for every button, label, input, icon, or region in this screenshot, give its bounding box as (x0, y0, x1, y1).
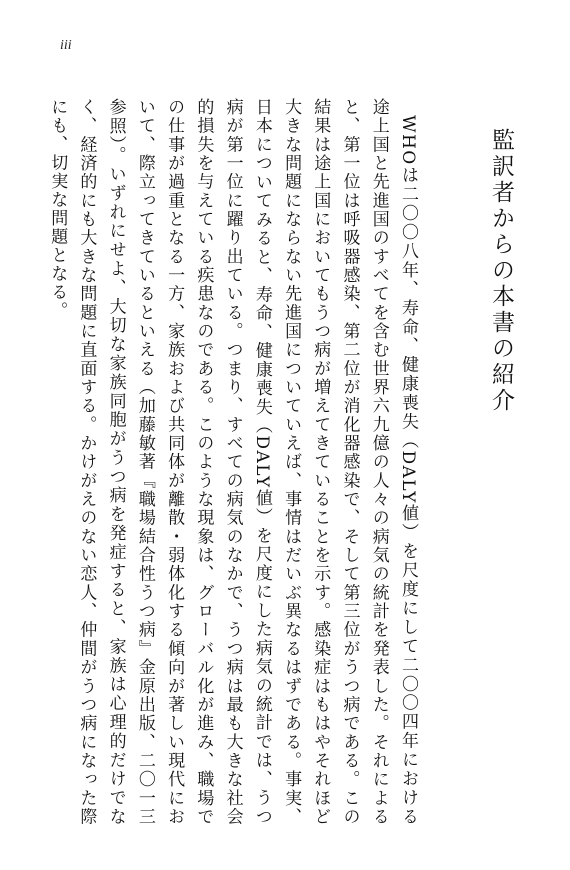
body-text (42, 98, 422, 826)
section-title: 監訳者からの本書の紹介 (488, 128, 514, 414)
paragraph: WHOは二〇〇八年、寿命、健康喪失（DALY値）を尺度にして二〇〇四年における途上国と先進国のすべてを含む世界六九億の人々の病気の統計を発表した。それによると、第一位は呼吸器感染、第二位が消化器感染で、そして第三位がうつ病である。この結果は途上国においてもうつ病が増えてきていることを示す。感染症はもはやそれほど大きな問題にならない先進国についていえば、事情はだいぶ異なるはずである。事実、日本についてみると、寿命、健康喪失（DALY値）を尺度にした病気の統計では、うつ病が第一位に躍り出ている。つまり、すべての病気のなかで、うつ病は最も大きな社会的損失を与えている疾患なのである。このような現象は、グローバル化が進み、職場での仕事が過重となる一方、家族および共同体が離散・弱体化する傾向が著しい現代において、際立ってきているといえる（加藤敏著『職場結合性うつ病』金原出版、二〇一三参照）。いずれにせよ、大切な家族同胞がうつ病を発症すると、家族は心理的だけでなく、経済的にも大きな問題に直面する。かけがえのない恋人、仲間がうつ病になった際にも、切実な問題となる。 (47, 98, 418, 826)
page-number: iii (60, 38, 72, 53)
